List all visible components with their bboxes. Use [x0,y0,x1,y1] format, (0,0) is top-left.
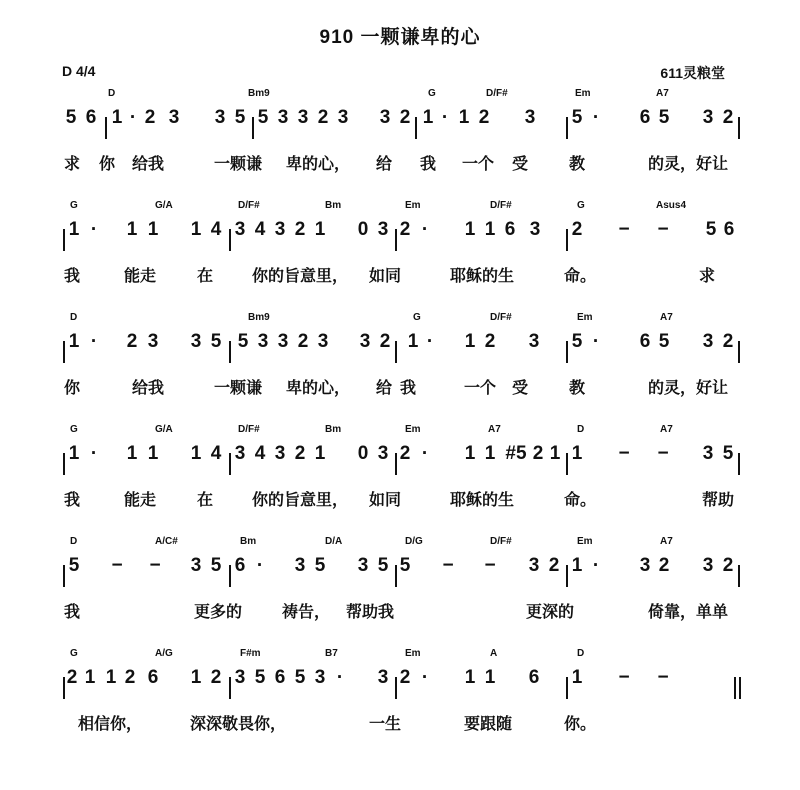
bar-line [63,565,65,587]
note: · [421,667,429,688]
bar-line [229,229,231,251]
bar-line [415,117,417,139]
note: 6 [147,667,159,688]
note: 1 [464,331,476,352]
lyric-text: 你的旨意里， [251,266,349,285]
note: 5 [705,219,717,240]
lyric-text: 一个 [463,378,497,397]
note: 1 [147,443,159,464]
lyric-text: 我 [63,602,81,621]
bar-line [395,229,397,251]
chord-symbol: G [413,312,421,323]
note: 1 [111,107,123,128]
note: 1 [571,667,583,688]
chord-symbol: D/F# [238,200,260,211]
chord-symbol: A7 [660,536,673,547]
note: 5 [314,555,326,576]
note: 5 [658,331,670,352]
note: 6 [234,555,246,576]
note: 1 [314,219,326,240]
bar-line [63,453,65,475]
lyric-text: 给 [375,378,393,397]
chord-symbol: G [70,648,78,659]
bar-line [63,677,65,699]
notation-line [0,550,800,582]
note: 3 [357,555,369,576]
note: 6 [274,667,286,688]
note: 3 [314,667,326,688]
bar-line [395,341,397,363]
bar-line [738,341,740,363]
note: 5 [722,443,734,464]
note: 3 [377,219,389,240]
note: 1 [147,219,159,240]
chord-symbol: G/A [155,200,173,211]
bar-line [395,565,397,587]
chord-symbol: D [70,536,78,547]
note: − [657,219,669,240]
note: 3 [234,667,246,688]
note: · [90,443,98,464]
lyric-text: 祷告， [281,602,331,621]
notation-line [0,438,800,470]
chord-symbol: G [577,200,585,211]
note: 2 [126,331,138,352]
note: 3 [528,555,540,576]
chord-symbol: G/A [155,424,173,435]
chord-symbol: G [428,88,436,99]
lyric-text: 一颗谦 [213,154,263,173]
note: 4 [210,443,222,464]
chord-symbol: D/F# [490,312,512,323]
bar-line [739,677,741,699]
note: 2 [317,107,329,128]
lyric-text: 求 [63,154,81,173]
note: 4 [254,443,266,464]
note: 1 [105,667,117,688]
lyric-text: 给我 [131,378,165,397]
note: · [421,219,429,240]
note: 1 [190,667,202,688]
note: 3 [234,219,246,240]
note: 2 [144,107,156,128]
lyric-text: 受 [511,378,529,397]
score-system [0,200,800,315]
note: 1 [68,331,80,352]
note: 3 [257,331,269,352]
note: · [129,107,137,128]
lyric-text: 我 [63,490,81,509]
note: 3 [214,107,226,128]
note: 6 [528,667,540,688]
lyric-text: 要跟随 [463,714,513,733]
note: 3 [359,331,371,352]
note: 1 [422,107,434,128]
lyric-text: 相信你， [77,714,143,733]
lyric-text: 如同 [368,490,402,509]
note: #5 [505,443,527,464]
note: 3 [337,107,349,128]
note: 1 [190,219,202,240]
chord-symbol: Em [405,648,421,659]
note: 1 [464,443,476,464]
note: 3 [702,107,714,128]
note: 2 [124,667,136,688]
note: · [421,443,429,464]
notation-line [0,662,800,694]
note: − [618,443,630,464]
note: 4 [210,219,222,240]
score-system [0,312,800,427]
lyric-text: 给我 [131,154,165,173]
note: 1 [464,667,476,688]
note: 5 [294,667,306,688]
chord-symbol: G [70,200,78,211]
lyric-text: 你。 [563,714,597,733]
lyric-text: 卑的心， [285,378,351,397]
lyric-text: 我 [63,266,81,285]
note: 1 [484,443,496,464]
note: 3 [147,331,159,352]
note: 2 [484,331,496,352]
chord-symbol: Em [405,200,421,211]
lyric-text: 更深的 [525,602,575,621]
note: 2 [294,443,306,464]
lyric-text: 教 [568,378,586,397]
lyric-text: 能走 [123,490,157,509]
lyric-text: 帮助 [701,490,735,509]
lyric-text: 耶稣的生 [449,266,515,285]
chord-symbol: G [70,424,78,435]
note: 3 [529,219,541,240]
note: 3 [190,555,202,576]
note: 5 [65,107,77,128]
note: − [657,443,669,464]
note: 6 [639,331,651,352]
source-credit: 611灵粮堂 [660,65,725,81]
score-system [0,88,800,203]
note: 1 [484,667,496,688]
key-signature: D 4/4 [62,63,96,79]
note: − [618,219,630,240]
note: 1 [458,107,470,128]
chord-symbol: A/G [155,648,173,659]
note: 5 [234,107,246,128]
lyric-text: 命。 [563,490,597,509]
note: 3 [377,443,389,464]
note: 2 [548,555,560,576]
note: 3 [168,107,180,128]
note: · [592,555,600,576]
chord-symbol: A/C# [155,536,178,547]
lyric-text: 一个 [461,154,495,173]
note: 2 [379,331,391,352]
note: 1 [126,219,138,240]
lyric-text: 倚靠，单单 [647,602,729,621]
score-system [0,536,800,651]
bar-line [395,677,397,699]
lyric-text: 一颗谦 [213,378,263,397]
bar-line [566,229,568,251]
chord-symbol: B7 [325,648,338,659]
bar-line [105,117,107,139]
lyric-text: 我 [419,154,437,173]
note: − [149,555,161,576]
note: 2 [210,667,222,688]
note: 5 [237,331,249,352]
bar-line [738,565,740,587]
note: 1 [314,443,326,464]
bar-line [63,341,65,363]
bar-line [229,453,231,475]
note: − [484,555,496,576]
note: 2 [399,443,411,464]
lyric-text: 如同 [368,266,402,285]
chord-symbol: A7 [660,312,673,323]
note: 2 [722,555,734,576]
chord-symbol: D [70,312,78,323]
note: 3 [379,107,391,128]
lyric-text: 你 [63,378,81,397]
bar-line [738,117,740,139]
bar-line [229,565,231,587]
note: 5 [377,555,389,576]
note: 2 [478,107,490,128]
note: − [111,555,123,576]
chord-symbol: A7 [660,424,673,435]
chord-symbol: Asus4 [656,200,687,211]
note: 2 [722,331,734,352]
note: 5 [571,331,583,352]
note: 3 [234,443,246,464]
lyric-text: 一生 [368,714,402,733]
chord-symbol: D/F# [486,88,508,99]
note: 3 [190,331,202,352]
note: 2 [66,667,78,688]
lyric-text: 能走 [123,266,157,285]
note: 6 [504,219,516,240]
note: 6 [85,107,97,128]
chord-symbol: Em [575,88,591,99]
note: 1 [407,331,419,352]
note: 3 [297,107,309,128]
bar-line [229,677,231,699]
chord-symbol: Bm [325,424,342,435]
lyric-text: 的灵，好让 [647,154,729,173]
chord-symbol: F#m [240,648,261,659]
bar-line [229,341,231,363]
chord-symbol: Bm9 [248,88,270,99]
note: 1 [68,443,80,464]
note: 5 [658,107,670,128]
bar-line [566,341,568,363]
note: 1 [126,443,138,464]
note: · [426,331,434,352]
note: 5 [257,107,269,128]
note: 3 [702,555,714,576]
chord-symbol: D/F# [490,536,512,547]
note: · [592,331,600,352]
note: 1 [571,555,583,576]
chord-symbol: Bm9 [248,312,270,323]
note: 2 [297,331,309,352]
note: 5 [210,555,222,576]
note: 2 [532,443,544,464]
note: 3 [702,331,714,352]
note: 1 [464,219,476,240]
chord-symbol: Bm [325,200,342,211]
note: 3 [702,443,714,464]
note: 3 [294,555,306,576]
note: 1 [571,443,583,464]
lyric-text: 教 [568,154,586,173]
chord-symbol: A7 [488,424,501,435]
note: 2 [294,219,306,240]
chord-symbol: Em [577,312,593,323]
chord-symbol: D [577,424,585,435]
lyric-text: 在 [196,490,214,509]
note: · [256,555,264,576]
bar-line [566,117,568,139]
lyric-text: 受 [511,154,529,173]
lyric-text: 深深敬畏你， [189,714,287,733]
note: − [657,667,669,688]
note: 3 [524,107,536,128]
note: 3 [274,219,286,240]
note: · [441,107,449,128]
lyric-text: 命。 [563,266,597,285]
bar-line [63,229,65,251]
bar-line [734,677,736,699]
notation-line [0,214,800,246]
chord-symbol: Em [577,536,593,547]
chord-symbol: D [577,648,585,659]
chord-symbol: D/G [405,536,423,547]
note: 2 [722,107,734,128]
lyric-text: 求 [698,266,716,285]
note: 2 [658,555,670,576]
lyric-text: 更多的 [193,602,243,621]
lyric-text: 你 [98,154,116,173]
note: 3 [274,443,286,464]
note: · [90,219,98,240]
lyric-text: 卑的心， [285,154,351,173]
note: 6 [723,219,735,240]
page-title: 910 一颗谦卑的心 [319,27,481,48]
note: 2 [399,107,411,128]
note: 1 [68,219,80,240]
note: 3 [377,667,389,688]
lyric-text: 你的旨意里， [251,490,349,509]
lyric-text: 帮助我 [345,602,395,621]
note: 5 [571,107,583,128]
note: 1 [549,443,561,464]
note: 2 [399,667,411,688]
bar-line [738,453,740,475]
note: 1 [190,443,202,464]
note: 3 [277,107,289,128]
chord-symbol: A7 [656,88,669,99]
note: 5 [254,667,266,688]
note: 2 [571,219,583,240]
note: 4 [254,219,266,240]
note: 6 [639,107,651,128]
note: 1 [84,667,96,688]
chord-symbol: D/F# [490,200,512,211]
notation-line [0,326,800,358]
note: 3 [528,331,540,352]
bar-line [395,453,397,475]
note: − [618,667,630,688]
bar-line [566,565,568,587]
note: 3 [277,331,289,352]
note: 1 [484,219,496,240]
note: · [90,331,98,352]
note: 2 [399,219,411,240]
note: 5 [399,555,411,576]
notation-line [0,102,800,134]
lyric-text: 在 [196,266,214,285]
score-system [0,648,800,763]
note: 3 [317,331,329,352]
bar-line [566,677,568,699]
note: · [592,107,600,128]
bar-line [252,117,254,139]
chord-symbol: D [108,88,116,99]
bar-line [566,453,568,475]
note: − [442,555,454,576]
note: 0 [357,443,369,464]
lyric-text: 耶稣的生 [449,490,515,509]
chord-symbol: D/F# [238,424,260,435]
note: 5 [68,555,80,576]
chord-symbol: Bm [240,536,257,547]
note: · [336,667,344,688]
lyric-text: 的灵，好让 [647,378,729,397]
note: 0 [357,219,369,240]
chord-symbol: A [490,648,498,659]
score-system [0,424,800,539]
note: 3 [639,555,651,576]
chord-symbol: D/A [325,536,343,547]
chord-symbol: Em [405,424,421,435]
note: 5 [210,331,222,352]
lyric-text: 我 [399,378,417,397]
lyric-text: 给 [375,154,393,173]
